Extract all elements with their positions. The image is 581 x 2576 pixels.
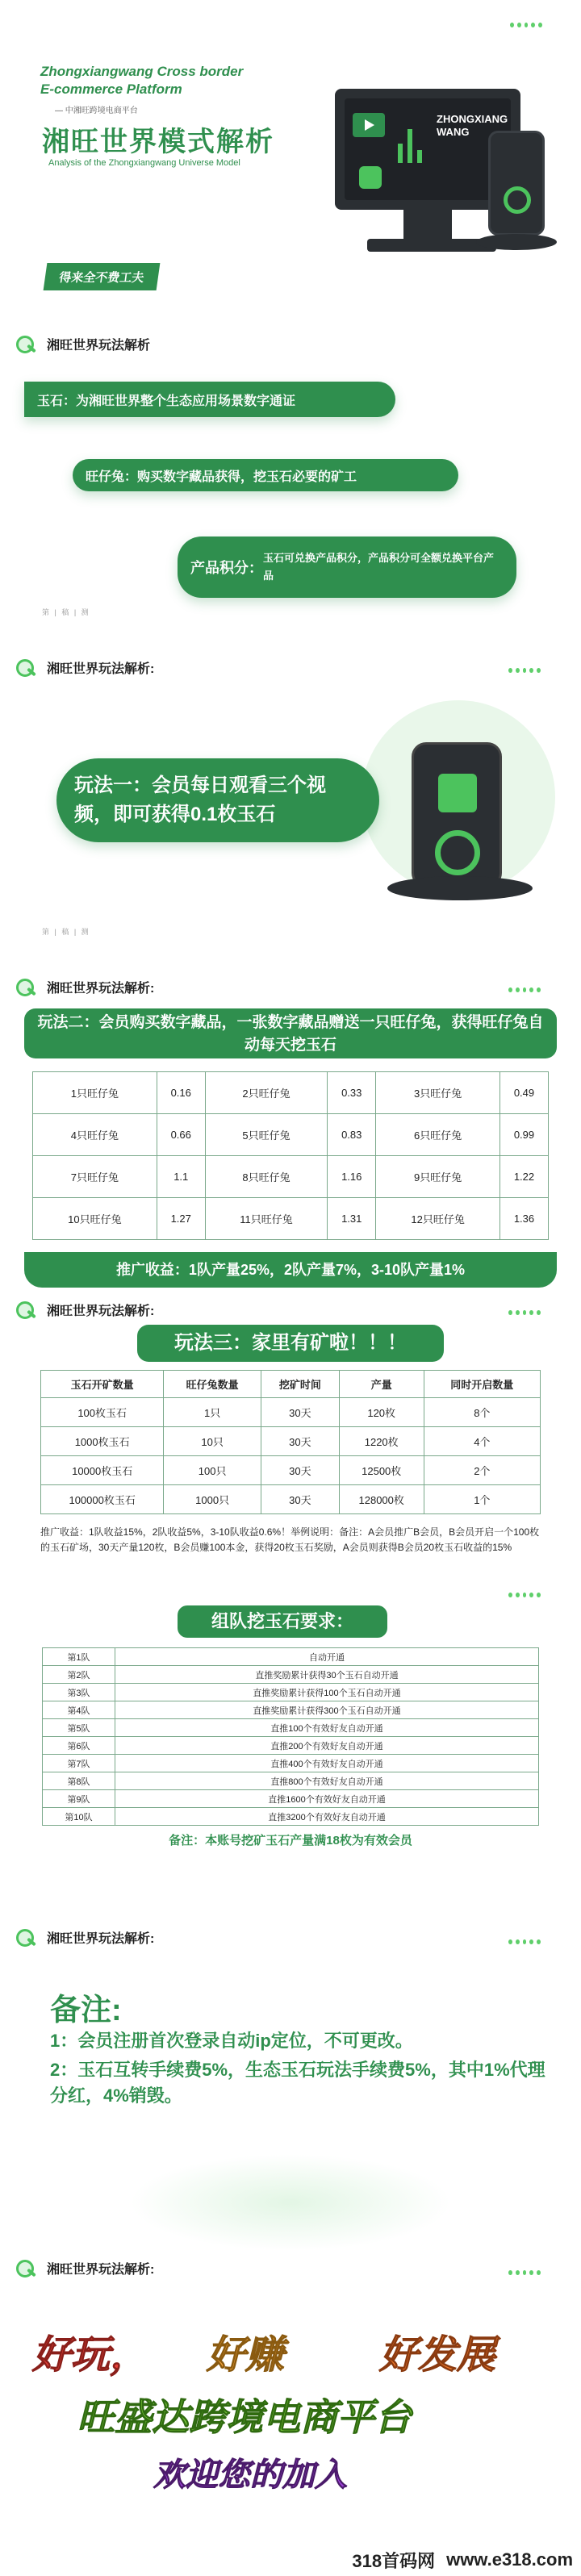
section-teams (0, 1589, 581, 1856)
page-marker: 第 | 稿 | 测 (42, 928, 90, 936)
mine-table-cell: 100只 (164, 1456, 261, 1485)
rabbit-yield-cell: 7只旺仔兔 (33, 1156, 157, 1198)
rabbit-yield-cell: 1.1 (157, 1156, 205, 1198)
section-play1 (0, 645, 581, 944)
team-table-row (43, 1719, 539, 1737)
mine-table-cell: 1220枚 (339, 1427, 424, 1456)
rabbit-yield-cell: 0.99 (499, 1114, 548, 1156)
team-table-row (43, 1737, 539, 1755)
section-header-text: 湘旺世界玩法解析 (47, 339, 151, 353)
section-header-text: 湘旺世界玩法解析: (47, 1305, 155, 1318)
mine-table-header-cell: 挖矿时间 (261, 1371, 339, 1398)
item-rabbit-text: 旺仔兔：购买数字藏品获得，挖玉石必要的矿工 (86, 470, 357, 484)
decor-dots (510, 23, 542, 27)
play1-card (56, 758, 379, 842)
item-jade (24, 382, 395, 417)
section-elements (0, 319, 581, 609)
decor-dots (508, 1939, 541, 1944)
phone-illustration (488, 131, 545, 236)
magnifier-icon (16, 659, 40, 677)
team-note: 备注：本账号挖矿玉石产量满18枚为有效会员 (169, 1834, 412, 1847)
welcome-text: 欢迎您的加入 (153, 2457, 347, 2493)
item-jade-text: 玉石：为湘旺世界整个生态应用场景数字通证 (37, 394, 296, 408)
team-table-cell: 直推100个有效好友自动开通 (115, 1719, 539, 1737)
watermark-url: www.e318.com (446, 2549, 573, 2570)
rabbit-yield-cell: 1只旺仔兔 (33, 1072, 157, 1114)
mine-table-cell: 1个 (424, 1485, 540, 1514)
play2-banner: 玩法二：会员购买数字藏品，一张数字藏品赠送一只旺仔兔，获得旺仔兔自动每天挖玉石 (24, 1008, 557, 1058)
watermark-site: 318首码网 (352, 2550, 436, 2571)
section-welcome (0, 2251, 581, 2576)
section-header (16, 2259, 154, 2277)
magnifier-icon (16, 336, 40, 353)
rabbit-yield-cell: 1.36 (499, 1198, 548, 1240)
mine-table-cell: 2个 (424, 1456, 540, 1485)
team-table-cell: 直推奖励累计获得100个玉石自动开通 (115, 1684, 539, 1701)
item-points-title: 产品积分： (190, 560, 263, 576)
team-table-row (43, 1755, 539, 1772)
magnifier-icon (16, 979, 40, 996)
team-table-body (43, 1648, 539, 1826)
play1-text: 玩法一：会员每日观看三个视频，即可获得0.1枚玉石 (74, 774, 326, 825)
mine-table-cell: 1000枚玉石 (41, 1427, 164, 1456)
team-table-cell: 第2队 (43, 1666, 115, 1684)
team-table-cell: 直推奖励累计获得30个玉石自动开通 (115, 1666, 539, 1684)
hero-illustration (319, 89, 561, 274)
magnifier-icon (16, 2260, 40, 2277)
decor-dots (508, 2270, 541, 2275)
mine-table-body (41, 1398, 541, 1514)
mine-table-header-cell: 产量 (339, 1371, 424, 1398)
app-icon (359, 166, 382, 189)
team-table-cell: 第7队 (43, 1755, 115, 1772)
section-header (16, 978, 154, 996)
decor-dots (508, 1593, 541, 1597)
decor-dots (508, 1310, 541, 1315)
rabbit-yield-row (33, 1072, 549, 1114)
hero-section (0, 0, 581, 331)
rabbit-yield-cell: 0.83 (328, 1114, 376, 1156)
rabbit-yield-cell: 10只旺仔兔 (33, 1198, 157, 1240)
mine-table-cell: 30天 (261, 1398, 339, 1427)
rabbit-yield-cell: 8只旺仔兔 (205, 1156, 328, 1198)
decor-dots (508, 987, 541, 992)
mine-table-cell: 10000枚玉石 (41, 1456, 164, 1485)
mine-table-cell: 30天 (261, 1427, 339, 1456)
cn-subtitle: — 中湘旺跨境电商平台 (55, 106, 138, 115)
section-remarks (0, 1920, 581, 2259)
rabbit-yield-cell: 6只旺仔兔 (376, 1114, 500, 1156)
team-table-cell: 直推3200个有效好友自动开通 (115, 1808, 539, 1826)
team-table-row (43, 1684, 539, 1701)
team-table (42, 1647, 539, 1826)
rabbit-yield-cell: 0.66 (157, 1114, 205, 1156)
bar-chart-icon (398, 115, 433, 163)
rabbit-yield-table (32, 1071, 549, 1240)
play3-note: 推广收益：1队收益15%，2队收益5%，3-10队收益0.6%！举例说明：备注：A会员推广B会员，B会员开启一个100枚的玉石矿场，30天产量120枚，B会员赚100本金，获得20枚玉石奖励，A会员则获得B会员20枚玉石收益的15% (40, 1526, 540, 1553)
rabbit-yield-row (33, 1114, 549, 1156)
watermark (0, 2544, 581, 2576)
team-table-cell: 直推800个有效好友自动开通 (115, 1772, 539, 1790)
rabbit-yield-cell: 1.16 (328, 1156, 376, 1198)
team-table-cell: 直推1600个有效好友自动开通 (115, 1790, 539, 1808)
mine-table-cell: 30天 (261, 1485, 339, 1514)
mine-table-row (41, 1427, 541, 1456)
section-header (16, 1301, 154, 1319)
page-title: 湘旺世界模式解析 (42, 126, 274, 158)
play3-title: 玩法三：家里有矿啦！！！ (137, 1325, 444, 1362)
section-header-text: 湘旺世界玩法解析: (47, 2263, 155, 2277)
mine-table-header-cell: 玉石开矿数量 (41, 1371, 164, 1398)
rabbit-yield-cell: 4只旺仔兔 (33, 1114, 157, 1156)
screen-brand: ZHONGXIANG WANG (437, 113, 508, 138)
en-title-line2: E-commerce Platform (40, 81, 182, 97)
rabbit-yield-cell: 0.16 (157, 1072, 205, 1114)
mine-table-cell: 100枚玉石 (41, 1398, 164, 1427)
team-table-row (43, 1790, 539, 1808)
page-marker: 第 | 稿 | 测 (42, 608, 90, 616)
section-header (16, 335, 150, 353)
team-table-row (43, 1701, 539, 1719)
team-table-cell: 第5队 (43, 1719, 115, 1737)
magnifier-icon (16, 1301, 40, 1319)
team-table-row (43, 1808, 539, 1826)
magnifier-icon (16, 1929, 40, 1947)
team-table-cell: 第3队 (43, 1684, 115, 1701)
slogan-earn: 好赚 (207, 2334, 285, 2377)
mine-table-cell: 1000只 (164, 1485, 261, 1514)
team-table-row (43, 1772, 539, 1790)
team-table-cell: 第6队 (43, 1737, 115, 1755)
rabbit-yield-row (33, 1198, 549, 1240)
mine-table (40, 1370, 541, 1514)
section-play3 (0, 1291, 581, 1589)
rabbit-yield-row (33, 1156, 549, 1198)
mine-table-cell: 12500枚 (339, 1456, 424, 1485)
section-header-text: 湘旺世界玩法解析: (47, 982, 155, 996)
mine-table-header-cell: 同时开启数量 (424, 1371, 540, 1398)
remarks-line1: 1：会员注册首次登录自动ip定位，不可更改。 (50, 2031, 413, 2051)
mine-table-header (41, 1371, 541, 1398)
team-table-row (43, 1666, 539, 1684)
mine-table-cell: 10只 (164, 1427, 261, 1456)
team-table-cell: 第8队 (43, 1772, 115, 1790)
item-points-body: 玉石可兑换产品积分，产品积分可全额兑换平台产品 (263, 552, 495, 582)
section-header (16, 1928, 154, 1947)
mine-table-row (41, 1485, 541, 1514)
slogan-badge: 得来全不费工夫 (44, 263, 161, 290)
team-table-cell: 直推奖励累计获得300个玉石自动开通 (115, 1701, 539, 1719)
team-table-cell: 直推200个有效好友自动开通 (115, 1737, 539, 1755)
mine-table-cell: 30天 (261, 1456, 339, 1485)
rabbit-yield-cell: 0.33 (328, 1072, 376, 1114)
mine-table-cell: 4个 (424, 1427, 540, 1456)
remarks-title: 备注: (50, 1994, 122, 2027)
mine-table-cell: 8个 (424, 1398, 540, 1427)
rabbit-yield-cell: 12只旺仔兔 (376, 1198, 500, 1240)
rabbit-yield-cell: 3只旺仔兔 (376, 1072, 500, 1114)
rabbit-yield-cell: 11只旺仔兔 (205, 1198, 328, 1240)
section-header-text: 湘旺世界玩法解析: (47, 1932, 155, 1946)
item-points (178, 536, 516, 598)
mine-table-cell: 120枚 (339, 1398, 424, 1427)
rabbit-yield-cell: 0.49 (499, 1072, 548, 1114)
phone-illustration (412, 742, 502, 887)
item-rabbit (73, 459, 458, 491)
slogan-fun: 好玩， (32, 2334, 149, 2377)
team-table-cell: 自动开通 (115, 1648, 539, 1666)
mine-table-row (41, 1456, 541, 1485)
platform-name: 旺盛达跨境电商平台 (77, 2396, 412, 2438)
team-title: 组队挖玉石要求： (178, 1605, 387, 1638)
remarks-line2: 2：玉石互转手续费5%，生态玉石玩法手续费5%，其中1%代理分红，4%销毁。 (50, 2060, 545, 2106)
user-icon (438, 774, 477, 812)
mine-table-cell: 128000枚 (339, 1485, 424, 1514)
en-title-line1: Zhongxiangwang Cross border (40, 64, 244, 79)
rabbit-yield-cell: 1.31 (328, 1198, 376, 1240)
mine-table-cell: 100000枚玉石 (41, 1485, 164, 1514)
team-table-cell: 第9队 (43, 1790, 115, 1808)
mine-table-cell: 1只 (164, 1398, 261, 1427)
team-table-cell: 第4队 (43, 1701, 115, 1719)
section-header-text: 湘旺世界玩法解析: (47, 662, 155, 676)
rabbit-yield-cell: 5只旺仔兔 (205, 1114, 328, 1156)
mine-table-row (41, 1398, 541, 1427)
en-title (40, 63, 243, 98)
slogan-grow: 好发展 (379, 2334, 496, 2377)
rabbit-yield-cell: 9只旺仔兔 (376, 1156, 500, 1198)
rabbit-yield-body (33, 1072, 549, 1240)
team-table-row (43, 1648, 539, 1666)
analysis-subtitle: Analysis of the Zhongxiangwang Universe Model (48, 158, 240, 168)
rabbit-yield-cell: 1.27 (157, 1198, 205, 1240)
mine-table-header-cell: 旺仔兔数量 (164, 1371, 261, 1398)
play-icon (353, 113, 385, 137)
team-table-cell: 第10队 (43, 1808, 115, 1826)
team-table-cell: 直推400个有效好友自动开通 (115, 1755, 539, 1772)
team-table-cell: 第1队 (43, 1648, 115, 1666)
promo-banner: 推广收益：1队产量25%，2队产量7%，3-10队产量1% (24, 1252, 557, 1288)
section-play2 (0, 968, 581, 1291)
rabbit-yield-cell: 1.22 (499, 1156, 548, 1198)
section-header (16, 658, 154, 677)
rabbit-yield-cell: 2只旺仔兔 (205, 1072, 328, 1114)
decor-dots (508, 668, 541, 673)
